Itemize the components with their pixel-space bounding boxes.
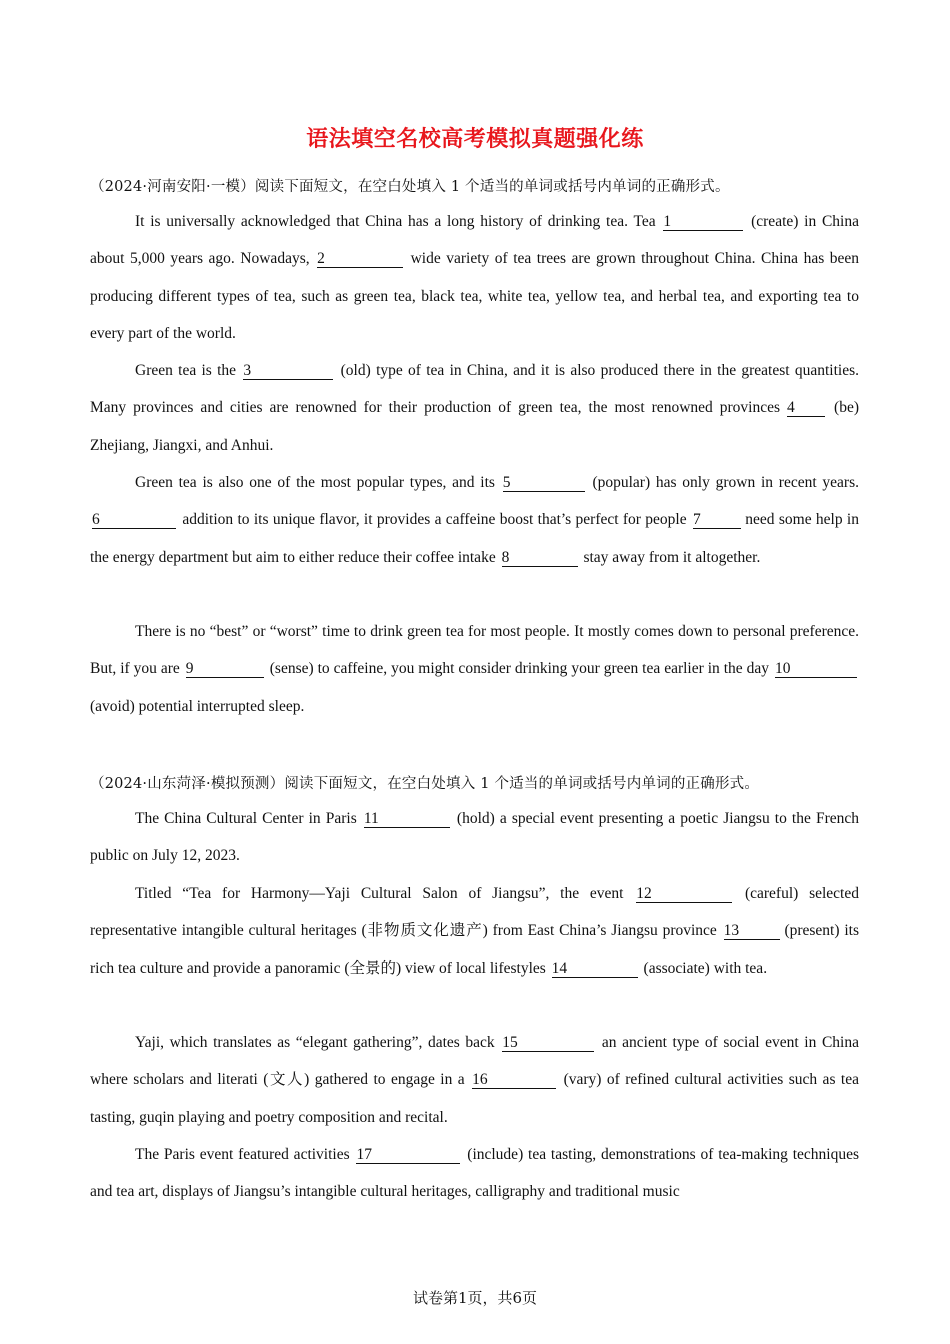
blank-14[interactable]: 14 xyxy=(552,961,638,978)
blank-4[interactable]: 4 xyxy=(787,400,825,417)
blank-11[interactable]: 11 xyxy=(364,811,450,828)
blank-6[interactable]: 6 xyxy=(92,512,176,529)
section1-paragraph-4: There is no “best” or “worst” time to drink green tea for most people. It mostly comes down to personal preference. But, if you are 9 (sense) to caffeine, you might consider drinking your green tea earlier in the day 10 (avoid) potential interrupted sleep. xyxy=(90,623,859,715)
section2-paragraph-2: Titled “Tea for Harmony—Yaji Cultural Salon of Jiangsu”, the event 12 (careful) selected representative intangible cultural heritages (非物质文化遗产) from East China’s Jiangsu province 13 (present) its rich tea culture and provide a panoramic (全景的) view of local lifestyles 14 (associate) with tea. xyxy=(90,885,859,977)
blank-1[interactable]: 1 xyxy=(663,214,743,231)
section1-paragraph-3: Green tea is also one of the most popular types, and its 5 (popular) has only grown in recent years. 6 addition to its unique flavor, it provides a caffeine boost that’s perfect for people 7 need some help in the energy department but aim to either reduce their coffee intake 8 stay away from it altogether. xyxy=(90,474,859,566)
section2-paragraph-3: Yaji, which translates as “elegant gathering”, dates back 15 an ancient type of social event in China where scholars and literati (文人) gathered to engage in a 16 (vary) of refined cultural activities such as tea tasting, guqin playing and poetry composition and recital. xyxy=(90,1034,859,1126)
section1-instruction: （2024·河南安阳·一模）阅读下面短文，在空白处填入 1 个适当的单词或括号内单词的正确形式。 xyxy=(90,179,730,195)
blank-5[interactable]: 5 xyxy=(503,475,585,492)
page-footer: 试卷第1页，共6页 xyxy=(412,1289,538,1307)
blank-16[interactable]: 16 xyxy=(472,1072,556,1089)
section2-paragraph-4: The Paris event featured activities 17 (include) tea tasting, demonstrations of tea-making techniques and tea art, displays of Jiangsu’s intangible cultural heritages, calligraphy and traditional music xyxy=(90,1146,860,1201)
blank-12[interactable]: 12 xyxy=(636,886,732,903)
blank-8[interactable]: 8 xyxy=(502,550,578,567)
blank-2[interactable]: 2 xyxy=(317,251,403,268)
blank-9[interactable]: 9 xyxy=(186,661,264,678)
blank-17[interactable]: 17 xyxy=(356,1147,460,1164)
section2-instruction: （2024·山东菏泽·模拟预测）阅读下面短文，在空白处填入 1 个适当的单词或括号内单词的正确形式。 xyxy=(90,776,760,792)
section2-paragraph-1: The China Cultural Center in Paris 11 (hold) a special event presenting a poetic Jiangsu to the French public on July 12, 2023. xyxy=(90,810,859,865)
blank-7[interactable]: 7 xyxy=(693,512,741,529)
section1-paragraph-2: Green tea is the 3 (old) type of tea in China, and it is also produced there in the greatest quantities. Many provinces and cities are renowned for their production of green tea, the most renowned provinces 4 (be) Zhejiang, Jiangxi, and Anhui. xyxy=(90,362,860,454)
section1-paragraph-1: It is universally acknowledged that China has a long history of drinking tea. Tea 1 (create) in China about 5,000 years ago. Nowadays, 2 wide variety of tea trees are grown throughout China. China has been producing different types of tea, such as green tea, black tea, white tea, yellow tea, and herbal tea, and exporting tea to every part of the world. xyxy=(90,213,859,342)
blank-15[interactable]: 15 xyxy=(502,1035,594,1052)
blank-10[interactable]: 10 xyxy=(775,661,857,678)
page-title: 语法填空名校高考模拟真题强化练 xyxy=(306,126,644,152)
blank-13[interactable]: 13 xyxy=(724,923,780,940)
blank-3[interactable]: 3 xyxy=(243,363,333,380)
